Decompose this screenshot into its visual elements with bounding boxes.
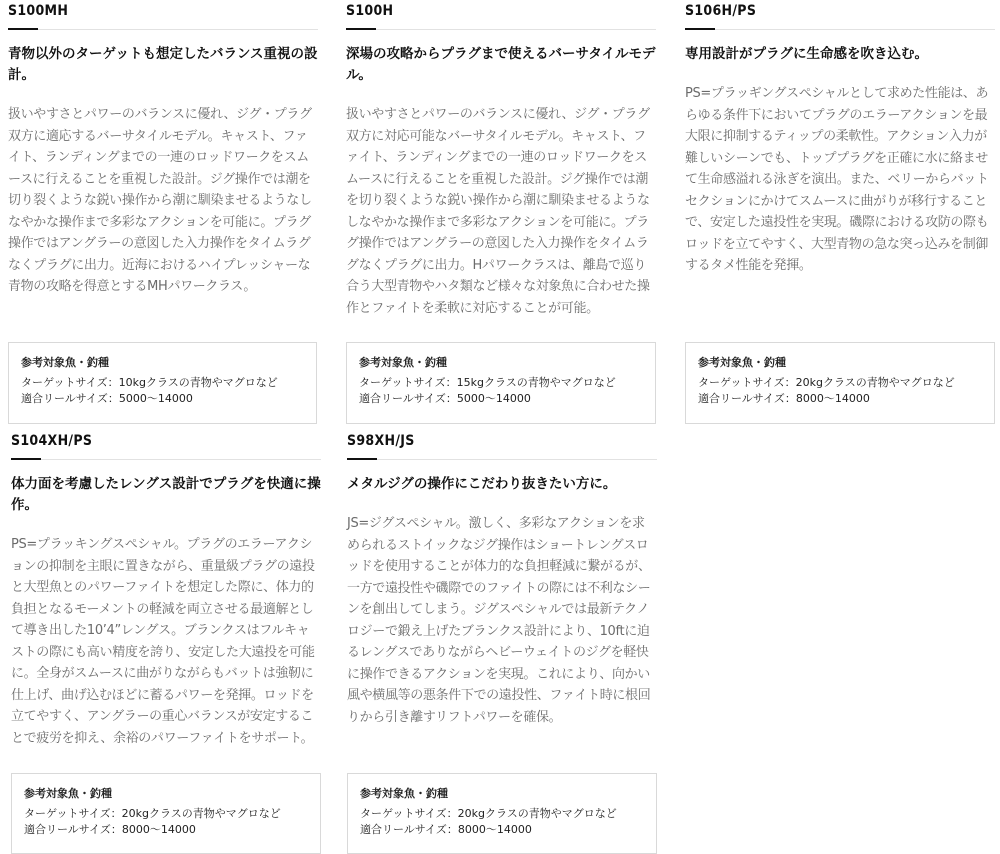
spec-box-s100h [346,342,656,424]
card-description: PS=プラッキングスペシャル。プラグのエラーアクションの抑制を主眼に置きながら、重量級プラグの遠投と大型魚とのパワーファイトを想定した際に、体力的負担となるモーメントの軽減を両立させる最適解として導き出した10’4”レングス。ブランクスはフルキャストの際にも高い精度を誇り、安定した大遠投を可能に。全身がスムースに曲がりながらもバットは強靭に仕上げ、曲げ込むほどに蓄るパワーを発揮。ロッドを立てやすく、アングラーの重心バランスが安定することで疲労を抑え、余裕のパワーファイトをサポート。 [11,537,315,746]
spec-title: 参考対象魚・釣種 [698,356,786,369]
model-name: S98XH/JS [347,433,415,449]
divider [685,29,995,30]
divider-accent [11,458,41,460]
model-name: S106H/PS [685,3,757,19]
model-name: S104XH/PS [11,433,93,449]
target-size: ターゲットサイズ：20kgクラスの青物やマグロなど [698,376,955,389]
card-headline: 深場の攻略からプラグまで使えるバーサタイルモデル。 [346,46,656,83]
card-description: JS=ジグスペシャル。激しく、多彩なアクションを求められるストイックなジグ操作はショートレングスロッドを使用することが体力的な負担軽減に繋がるが、一方で遠投性や磯際でのファイトの際には不利なシーンを創出してしまう。ジグスペシャルでは最新テクノロジーで鍛え上げたブランクス設計により、10ftに迫るレングスでありながらヘビーウェイトのジグを軽快に操作できるアクションを実現。これにより、向かい風や横風等の悪条件下での遠投性、ファイト時に根回りから引き離すリフトパワーを確保。 [347,516,651,725]
target-size: ターゲットサイズ：15kgクラスの青物やマグロなど [359,376,616,389]
divider-accent [685,28,715,30]
product-card-s100h [346,3,656,319]
divider [8,29,318,30]
spec-box-s100mh [8,342,317,424]
card-headline: 専用設計がプラグに生命感を吹き込む。 [685,46,928,62]
reel-size: 適合リールサイズ：5000〜14000 [21,392,193,405]
target-size: ターゲットサイズ：20kgクラスの青物やマグロなど [360,807,617,820]
reel-size: 適合リールサイズ：8000〜14000 [24,823,196,836]
spec-box-s104xh-ps [11,773,321,854]
spec-box-s106h-ps [685,342,995,424]
model-name: S100H [346,3,394,19]
divider-accent [347,458,377,460]
product-card-s98xh-js [347,433,657,728]
product-card-s106h-ps [685,3,995,277]
product-card-s100mh [8,3,318,298]
spec-title: 参考対象魚・釣種 [360,787,448,800]
divider [11,459,321,460]
target-size: ターゲットサイズ：10kgクラスの青物やマグロなど [21,376,278,389]
reel-size: 適合リールサイズ：5000〜14000 [359,392,531,405]
spec-title: 参考対象魚・釣種 [24,787,112,800]
spec-box-s98xh-js [347,773,657,854]
target-size: ターゲットサイズ：20kgクラスの青物やマグロなど [24,807,281,820]
spec-title: 参考対象魚・釣種 [359,356,447,369]
card-description: 扱いやすさとパワーのバランスに優れ、ジグ・プラグ双方に適応するバーサタイルモデル。キャスト、ファイト、ランディングまでの一連のロッドワークをスムースに行えることを重視した設計。ジグ操作では潮を切り裂くような鋭い操作から潮に馴染ませるようなしなやかな操作まで多彩なアクションを可能に。プラグ操作ではアングラーの意図した入力操作をタイムラグなくプラグに出力。近海におけるハイプレッシャーな青物の攻略を得意とするMHパワークラス。 [8,107,312,294]
card-headline: 体力面を考慮したレングス設計でプラグを快適に操作。 [11,476,321,513]
divider-accent [346,28,376,30]
card-headline: 青物以外のターゲットも想定したバランス重視の設計。 [8,46,318,83]
divider [347,459,657,460]
card-headline: メタルジグの操作にこだわり抜きたい方に。 [347,476,617,492]
divider [346,29,656,30]
reel-size: 適合リールサイズ：8000〜14000 [360,823,532,836]
card-description: 扱いやすさとパワーのバランスに優れ、ジグ・プラグ双方に対応可能なバーサタイルモデル。キャスト、ファイト、ランディングまでの一連のロッドワークをスムースに行えることを重視した設計。ジグ操作では潮を切り裂くような鋭い操作から潮に馴染ませるようなしなやかな操作まで多彩なアクションを可能に。プラグ操作ではアングラーの意図した入力操作をタイムラグなくプラグに出力。Hパワークラスは、離島で巡り合う大型青物やハタ類など様々な対象魚に合わせた操作とファイトを柔軟に対応することが可能。 [346,107,650,316]
model-name: S100MH [8,3,69,19]
product-card-s104xh-ps [11,433,321,749]
divider-accent [8,28,38,30]
card-description: PS=プラッギングスペシャルとして求めた性能は、あらゆる条件下においてプラグのエラーアクションを最大限に抑制するティップの柔軟性。アクション入力が難しいシーンでも、トッププラグを正確に水に絡ませて生命感溢れる泳ぎを演出。また、ベリーからバットセクションにかけてスムースに曲がりが移行することで、安定した遠投性を実現。磯際における攻防の際もロッドを立てやすく、大型青物の急な突っ込みを制御するタメ性能を発揮。 [685,86,989,273]
spec-title: 参考対象魚・釣種 [21,356,109,369]
reel-size: 適合リールサイズ：8000〜14000 [698,392,870,405]
